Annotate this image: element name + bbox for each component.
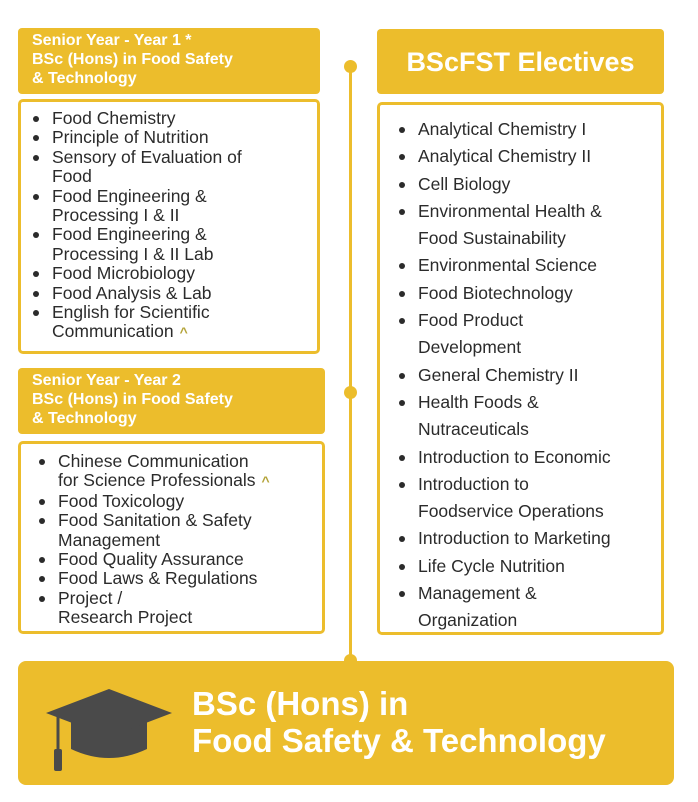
course-name-continued: Research Project [58, 607, 193, 628]
course-name: Chinese Communication [58, 451, 249, 471]
connector-line [349, 66, 352, 662]
course-name-continued: Processing I & II [52, 205, 180, 226]
course-name: General Chemistry II [418, 364, 579, 385]
year1-course-box [18, 99, 320, 354]
course-name: Cell Biology [418, 173, 511, 194]
course-item [418, 143, 661, 170]
course-name: Analytical Chemistry I [418, 119, 587, 139]
course-item [418, 471, 661, 526]
course-name-continued: Development [418, 337, 522, 358]
course-name: Health Foods & [418, 391, 539, 412]
course-item [418, 116, 661, 143]
course-name: Sensory of Evaluation of [52, 146, 242, 167]
course-name-continued: Organization [418, 610, 518, 631]
course-name: Food Engineering & [52, 224, 207, 245]
course-item [58, 550, 322, 569]
course-item [52, 148, 317, 187]
course-item [58, 492, 322, 511]
course-name: Food Laws & Regulations [58, 568, 258, 589]
year1-course-list [21, 102, 317, 343]
course-item [418, 252, 661, 279]
course-name: Environmental Science [418, 255, 597, 276]
course-name-continued: Food Sustainability [418, 228, 566, 249]
course-item [418, 171, 661, 198]
connector-dot-top [344, 60, 357, 73]
course-name-continued: Nutraceuticals [418, 419, 529, 440]
course-item [52, 109, 317, 128]
year2-title-line: & Technology [32, 410, 137, 427]
course-name: Life Cycle Nutrition [418, 555, 565, 576]
course-item [418, 525, 661, 552]
course-name: Project / [58, 587, 123, 608]
year1-title-line: Senior Year - Year 1 * [32, 32, 192, 49]
course-name: Food Microbiology [52, 263, 195, 284]
course-name: Environmental Health & [418, 200, 602, 221]
year1-title-line: & Technology [32, 70, 137, 87]
course-name-continued: Food [52, 166, 92, 187]
course-name-continued: for Science Professionals ^ [58, 470, 270, 491]
course-item [58, 452, 322, 492]
course-name: Principle of Nutrition [52, 127, 209, 148]
course-name: Introduction to Economic [418, 446, 611, 467]
course-name: Food Toxicology [58, 490, 185, 511]
course-name-continued: Communication ^ [52, 321, 188, 342]
course-name-continued: Processing I & II Lab [52, 243, 214, 264]
electives-course-box [377, 102, 664, 635]
course-marker: ^ [179, 324, 188, 341]
course-name: Food Product [418, 310, 524, 331]
course-name: English for Scientific [52, 302, 210, 323]
course-item [52, 128, 317, 147]
year2-title-line: Senior Year - Year 2 [32, 372, 181, 389]
course-name: Food Analysis & Lab [52, 282, 212, 303]
electives-title: BScFST Electives [406, 46, 635, 77]
course-item [418, 198, 661, 253]
course-marker: ^ [261, 473, 270, 490]
course-name: Food Quality Assurance [58, 549, 244, 570]
degree-banner [18, 661, 674, 785]
course-name: Food Sanitation & Safety [58, 510, 252, 531]
electives-header [377, 29, 664, 94]
electives-course-list [380, 105, 661, 635]
graduation-cap-icon [44, 679, 174, 779]
degree-title [192, 685, 606, 759]
year2-header [18, 368, 325, 434]
course-item [418, 362, 661, 389]
course-name: Introduction to [418, 473, 529, 494]
connector-dot-middle [344, 386, 357, 399]
course-name: Food Engineering & [52, 185, 207, 206]
course-item [418, 444, 661, 471]
course-name: Analytical Chemistry II [418, 146, 592, 167]
course-name-continued: Management [58, 529, 161, 550]
course-item [52, 284, 317, 303]
course-name: Introduction to Marketing [418, 528, 611, 549]
course-item [58, 589, 322, 628]
year2-course-box [18, 441, 325, 634]
course-item [418, 307, 661, 362]
course-item [52, 187, 317, 226]
course-name: Management & [418, 583, 537, 604]
course-item [52, 264, 317, 283]
year2-course-list [21, 444, 322, 628]
year1-header [18, 28, 320, 94]
course-name: Food Chemistry [52, 108, 176, 128]
course-item [58, 511, 322, 550]
course-name-continued: Foodservice Operations [418, 501, 604, 522]
course-name: Food Biotechnology [418, 282, 573, 303]
course-item [418, 580, 661, 635]
degree-title-line: BSc (Hons) in [192, 685, 409, 722]
course-item [418, 280, 661, 307]
course-item [418, 389, 661, 444]
course-item [58, 569, 322, 588]
degree-title-line: Food Safety & Technology [192, 722, 606, 759]
course-item [52, 225, 317, 264]
year1-title-line: BSc (Hons) in Food Safety [32, 51, 233, 68]
course-item [418, 553, 661, 580]
course-item [52, 303, 317, 343]
year2-title-line: BSc (Hons) in Food Safety [32, 391, 233, 408]
